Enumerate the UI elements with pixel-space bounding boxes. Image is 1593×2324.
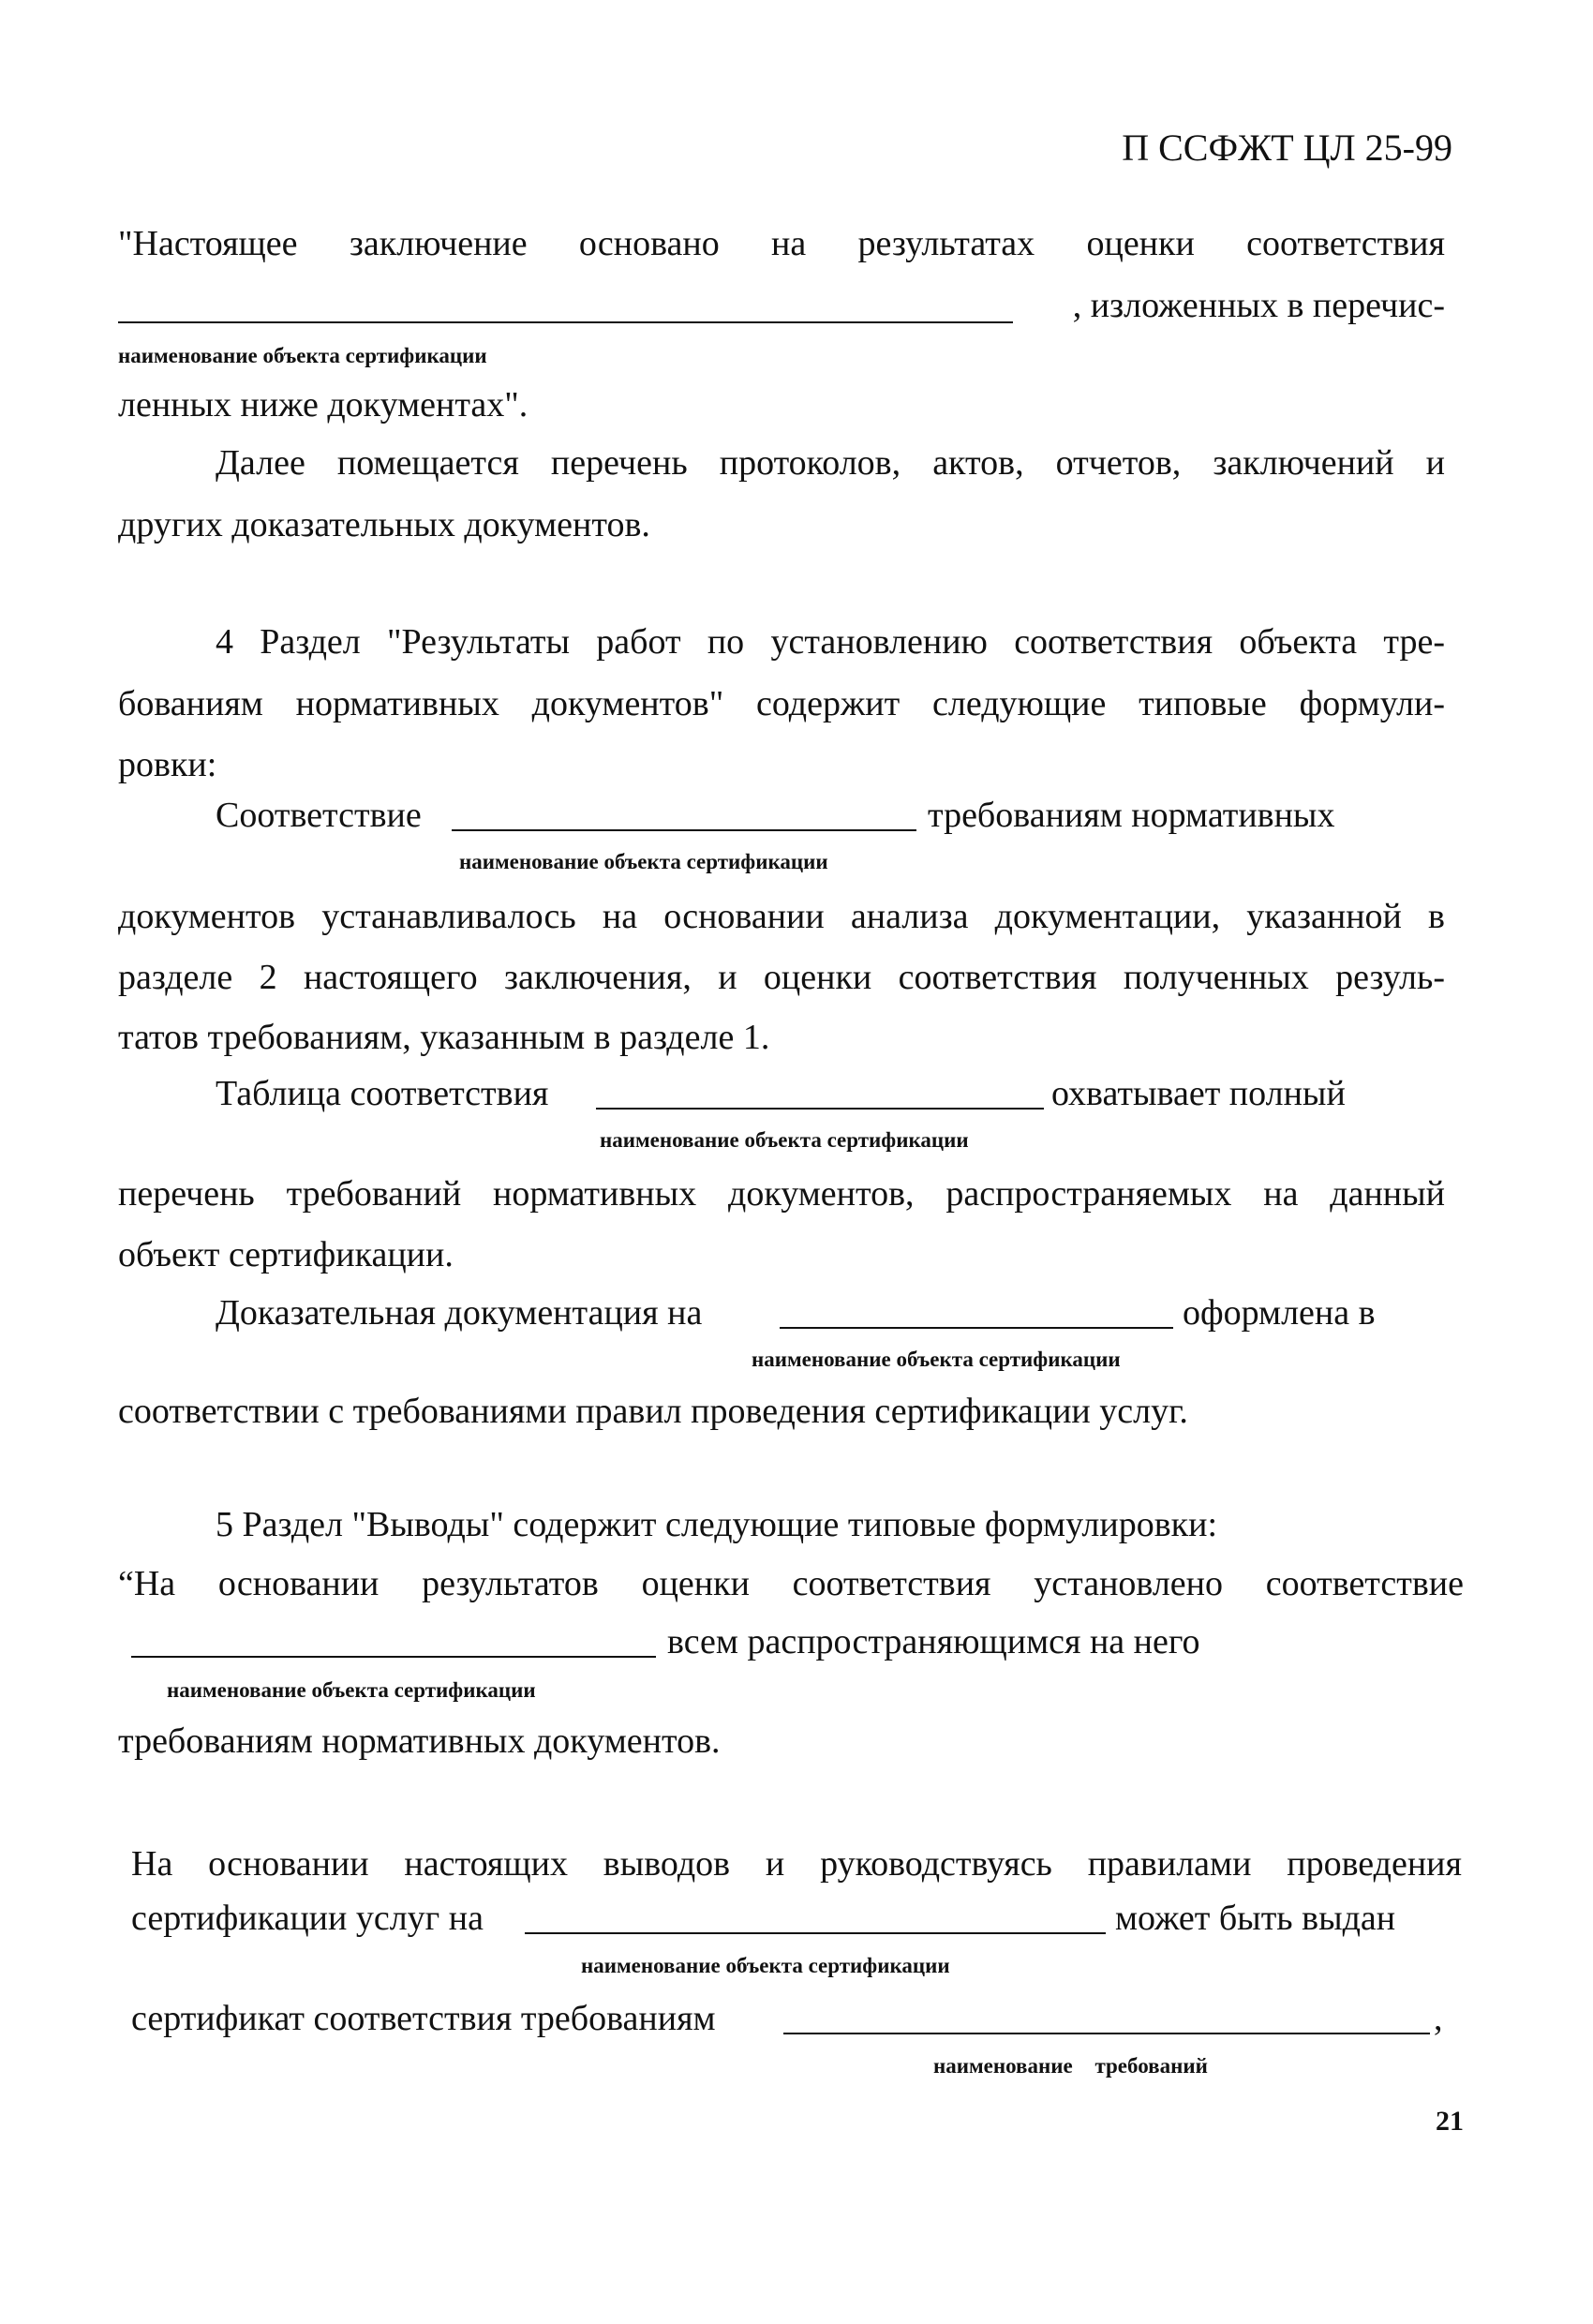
p1-line3: ленных ниже документах". xyxy=(118,385,529,425)
f1-line3: разделе 2 настоящего заключения, и оценки соответствия полученных резуль- xyxy=(118,958,1445,997)
f3-before: Доказательная документация на xyxy=(216,1293,703,1333)
f2-after: охватывает полный xyxy=(1051,1074,1346,1113)
f2-before: Таблица соответствия xyxy=(216,1074,549,1113)
final-after: может быть выдан xyxy=(1115,1899,1396,1938)
final-before: сертификации услуг на xyxy=(131,1899,484,1938)
blank-requirements[interactable] xyxy=(783,2033,1430,2034)
s4-line1: 4 Раздел "Результаты работ по установлению соответствия объекта тре- xyxy=(216,622,1445,662)
blank-object-2[interactable] xyxy=(452,829,916,831)
caption-object-6: наименование объекта сертификации xyxy=(581,1954,950,1977)
s4-line3: ровки: xyxy=(118,745,217,784)
f2-line2: перечень требований нормативных документов, распространяемых на данный xyxy=(118,1174,1445,1214)
caption-object-2: наименование объекта сертификации xyxy=(459,850,828,873)
caption-object-1: наименование объекта сертификации xyxy=(118,344,487,367)
caption-requirements: наименование требований xyxy=(933,2054,1208,2078)
blank-object-1[interactable] xyxy=(118,321,1013,323)
f1-before: Соответствие xyxy=(216,796,422,835)
f1-after: требованиям нормативных xyxy=(928,796,1335,835)
blank-object-6[interactable] xyxy=(525,1932,1106,1934)
s5-line2: “На основании результатов оценки соответствия установлено соответствие xyxy=(118,1564,1464,1603)
s5-line1: 5 Раздел "Выводы" содержит следующие типовые формулировки: xyxy=(216,1505,1218,1544)
final-line1: На основании настоящих выводов и руководствуясь правилами проведения xyxy=(131,1844,1462,1884)
document-code: П ССФЖТ ЦЛ 25-99 xyxy=(1122,127,1452,169)
caption-object-3: наименование объекта сертификации xyxy=(600,1128,969,1152)
f2-line3: объект сертификации. xyxy=(118,1235,454,1274)
f1-line2: документов устанавливалось на основании анализа документации, указанной в xyxy=(118,897,1445,936)
p1-line1: "Настоящее заключение основано на результатах оценки соответствия xyxy=(118,224,1445,263)
p1-line2: , изложенных в перечис- xyxy=(1072,286,1445,325)
blank-object-5[interactable] xyxy=(131,1656,656,1658)
f3-after: оформлена в xyxy=(1183,1293,1376,1333)
f3-line2: соответствии с требованиями правил проведения сертификации услуг. xyxy=(118,1392,1188,1431)
p2-line1: Далее помещается перечень протоколов, актов, отчетов, заключений и xyxy=(216,443,1445,483)
blank-object-4[interactable] xyxy=(780,1327,1173,1329)
s5-line4: требованиям нормативных документов. xyxy=(118,1721,721,1761)
s4-line2: бованиям нормативных документов" содержит следующие типовые формули- xyxy=(118,684,1445,723)
blank-object-3[interactable] xyxy=(596,1108,1044,1110)
f1-line4: татов требованиям, указанным в разделе 1. xyxy=(118,1018,770,1057)
final-line3-before: сертификат соответствия требованиям xyxy=(131,1999,716,2038)
caption-object-5: наименование объекта сертификации xyxy=(167,1678,536,1702)
final-line3-after: , xyxy=(1434,1999,1443,2038)
s5-line3: всем распространяющимся на него xyxy=(667,1622,1200,1661)
page-number: 21 xyxy=(1436,2106,1464,2137)
caption-object-4: наименование объекта сертификации xyxy=(752,1348,1121,1371)
p2-line2: других доказательных документов. xyxy=(118,505,650,544)
